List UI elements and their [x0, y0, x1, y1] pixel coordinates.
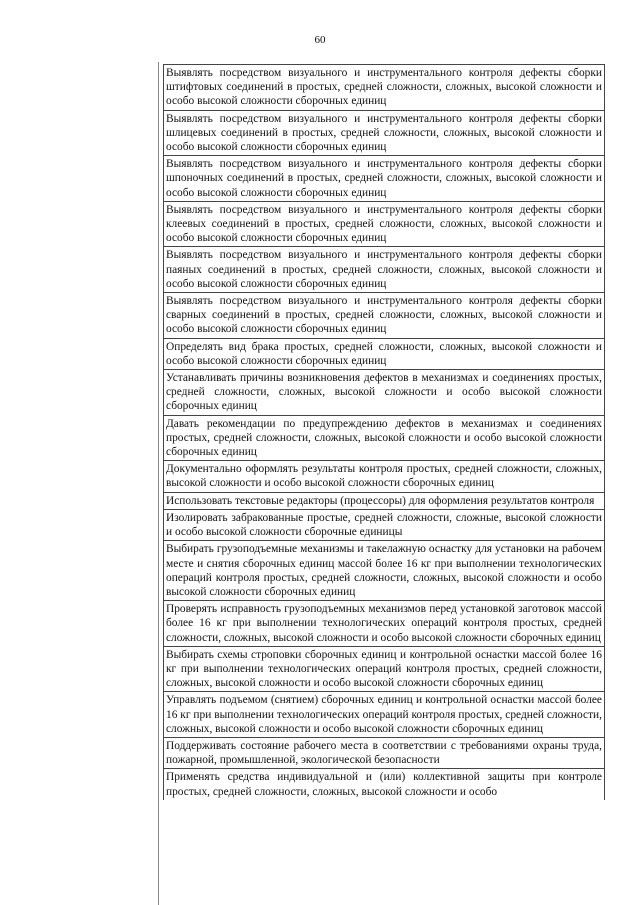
- table-row: Устанавливать причины возникновения дефектов в механизмах и соединениях простых, средней сложности, сложных, высокой сложности и особо высокой сложности сборочных единиц: [163, 369, 605, 415]
- table-row: Давать рекомендации по предупреждению дефектов в механизмах и соединениях простых, средней сложности, сложных, высокой сложности и особо высокой сложности сборочных единиц: [163, 415, 605, 461]
- table-row: Использовать текстовые редакторы (процессоры) для оформления результатов контроля: [163, 492, 605, 509]
- table-row: Управлять подъемом (снятием) сборочных единиц и контрольной оснастки массой более 16 кг при выполнении технологических операций контроля простых, средней сложности, сложных, высокой сложности и особо высокой сложности сборочных единиц: [163, 691, 605, 737]
- table-row: Выбирать схемы строповки сборочных единиц и контрольной оснастки массой более 16 кг при выполнении технологических операций контроля простых, средней сложности, сложных, высокой сложности и особо высокой сложности сборочных единиц: [163, 646, 605, 692]
- table-row: Изолировать забракованные простые, средней сложности, сложные, высокой сложности и особо высокой сложности сборочные единицы: [163, 509, 605, 540]
- table-row: Выявлять посредством визуального и инструментального контроля дефекты сборки клеевых соединений в простых, средней сложности, сложных, высокой сложности и особо высокой сложности сборочных единиц: [163, 201, 605, 247]
- skills-table: [163, 64, 605, 800]
- table-row: Выявлять посредством визуального и инструментального контроля дефекты сборки паяных соединений в простых, средней сложности, сложных, высокой сложности и особо высокой сложности сборочных единиц: [163, 246, 605, 292]
- table-row: Выявлять посредством визуального и инструментального контроля дефекты сборки штифтовых соединений в простых, средней сложности, сложных, высокой сложности и особо высокой сложности сборочных единиц: [163, 64, 605, 110]
- table-row: Поддерживать состояние рабочего места в соответствии с требованиями охраны труда, пожарной, промышленной, экологической безопасности: [163, 737, 605, 768]
- table-row: Применять средства индивидуальной и (или) коллективной защиты при контроле простых, средней сложности, сложных, высокой сложности и особо: [163, 768, 605, 799]
- table-row: Выявлять посредством визуального и инструментального контроля дефекты сборки шпоночных соединений в простых, средней сложности, сложных, высокой сложности и особо высокой сложности сборочных единиц: [163, 155, 605, 201]
- table-row: Проверять исправность грузоподъемных механизмов перед установкой заготовок массой более 16 кг при выполнении технологических операций контроля простых, средней сложности, сложных, высокой сложности и особо высокой сложности сборочных единиц: [163, 600, 605, 646]
- table-row: Определять вид брака простых, средней сложности, сложных, высокой сложности и особо высокой сложности сборочных единиц: [163, 338, 605, 369]
- table-row: Документально оформлять результаты контроля простых, средней сложности, сложных, высокой сложности и особо высокой сложности сборочных единиц: [163, 460, 605, 491]
- table-left-border: [158, 62, 159, 905]
- table-row: Выбирать грузоподъемные механизмы и такелажную оснастку для установки на рабочем месте и снятия сборочных единиц массой более 16 кг при выполнении технологических операций контроля простых, средней сложности, сложных, высокой сложности и особо высокой сложности сборочных единиц: [163, 540, 605, 600]
- page-number: 60: [314, 34, 326, 46]
- table-row: Выявлять посредством визуального и инструментального контроля дефекты сборки сварных соединений в простых, средней сложности, сложных, высокой сложности и особо высокой сложности сборочных единиц: [163, 292, 605, 338]
- table-row: Выявлять посредством визуального и инструментального контроля дефекты сборки шлицевых соединений в простых, средней сложности, сложных, высокой сложности и особо высокой сложности сборочных единиц: [163, 110, 605, 156]
